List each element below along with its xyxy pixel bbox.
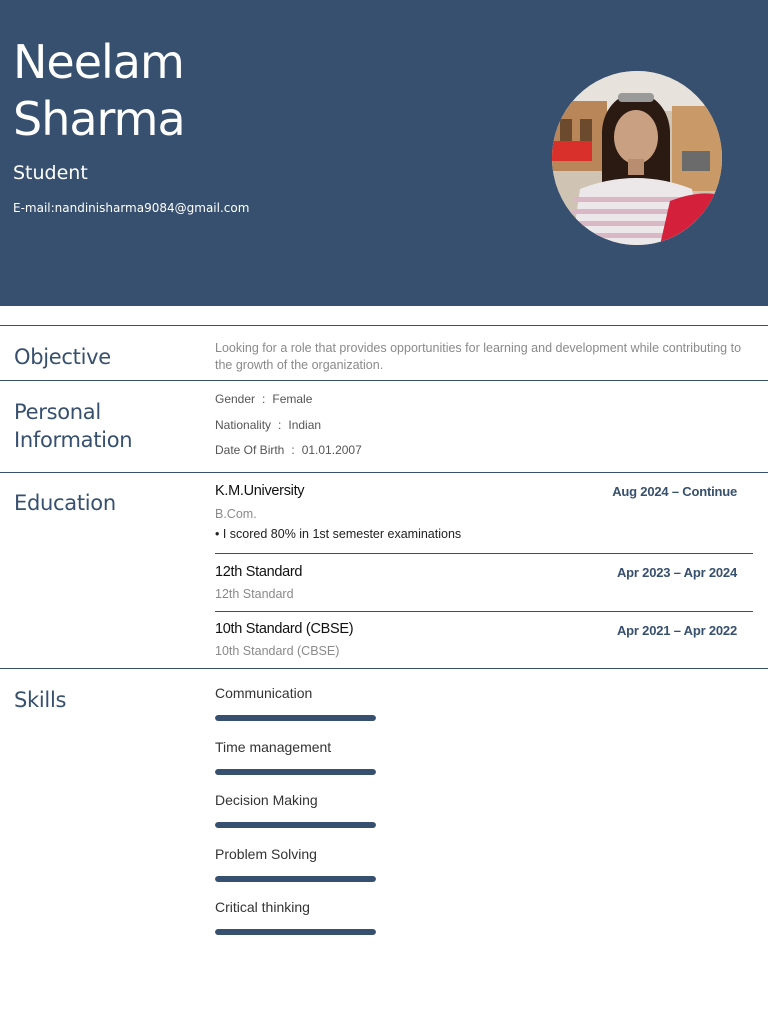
education-dates: Apr 2021 – Apr 2022 [616, 623, 737, 638]
skill-bar [215, 822, 376, 828]
skill-bar-fill [215, 715, 376, 721]
skill-bar [215, 715, 376, 721]
skill-bar-fill [215, 822, 376, 828]
email-text: E-mail:nandinisharma9084@gmail.com [13, 201, 250, 215]
education-heading: Education [14, 491, 116, 515]
skill-bar [215, 769, 376, 775]
education-degree: 10th Standard (CBSE) [215, 644, 340, 658]
dob-value: 01.01.2007 [301, 443, 362, 457]
nationality-label: Nationality [215, 418, 272, 432]
objective-bottom-divider [0, 380, 768, 381]
dob-label: Date Of Birth [215, 443, 285, 457]
personal-info-row [215, 418, 321, 432]
gender-sep: : [262, 392, 266, 406]
nationality-sep: : [278, 418, 282, 432]
education-item-divider [215, 553, 753, 554]
objective-top-divider [0, 325, 768, 326]
skill-bar [215, 929, 376, 935]
profile-photo-image [552, 71, 722, 245]
gender-value: Female [272, 392, 313, 406]
objective-text: Looking for a role that provides opportunities for learning and development while contributing to the growth of the organization. [215, 341, 742, 372]
skill-name: Communication [215, 685, 313, 701]
profile-photo [552, 71, 722, 245]
education-dates: Aug 2024 – Continue [612, 484, 737, 499]
education-institution: 10th Standard (CBSE) [215, 621, 354, 637]
last-name: Sharma [13, 92, 185, 146]
skill-bar [215, 876, 376, 882]
job-title: Student [13, 162, 88, 184]
skill-bar-fill [215, 929, 376, 935]
personal-info-row [215, 443, 362, 457]
full-name [13, 34, 185, 148]
skill-name: Problem Solving [215, 846, 317, 862]
objective-heading: Objective [14, 345, 111, 369]
education-degree: B.Com. [215, 507, 257, 521]
education-institution: K.M.University [215, 483, 305, 499]
education-dates: Apr 2023 – Apr 2024 [616, 565, 737, 580]
skill-bar-fill [215, 769, 376, 775]
skills-heading: Skills [14, 688, 67, 712]
first-name: Neelam [13, 35, 184, 89]
education-item-divider [215, 611, 753, 612]
resume-header [0, 0, 768, 306]
skill-name: Critical thinking [215, 899, 310, 915]
personal-info-row [215, 392, 312, 406]
nationality-value: Indian [288, 418, 322, 432]
personal-info-bottom-divider [0, 472, 768, 473]
personal-info-heading-line1: Personal [14, 400, 101, 424]
education-degree: 12th Standard [215, 587, 294, 601]
personal-info-heading-line2: Information [14, 428, 133, 452]
education-note: • I scored 80% in 1st semester examinations [215, 527, 462, 541]
education-institution: 12th Standard [215, 564, 303, 580]
skill-name: Decision Making [215, 792, 318, 808]
skill-name: Time management [215, 739, 332, 755]
dob-sep: : [291, 443, 295, 457]
skill-bar-fill [215, 876, 376, 882]
personal-info-heading [14, 398, 132, 454]
education-bottom-divider [0, 668, 768, 669]
gender-label: Gender [215, 392, 256, 406]
